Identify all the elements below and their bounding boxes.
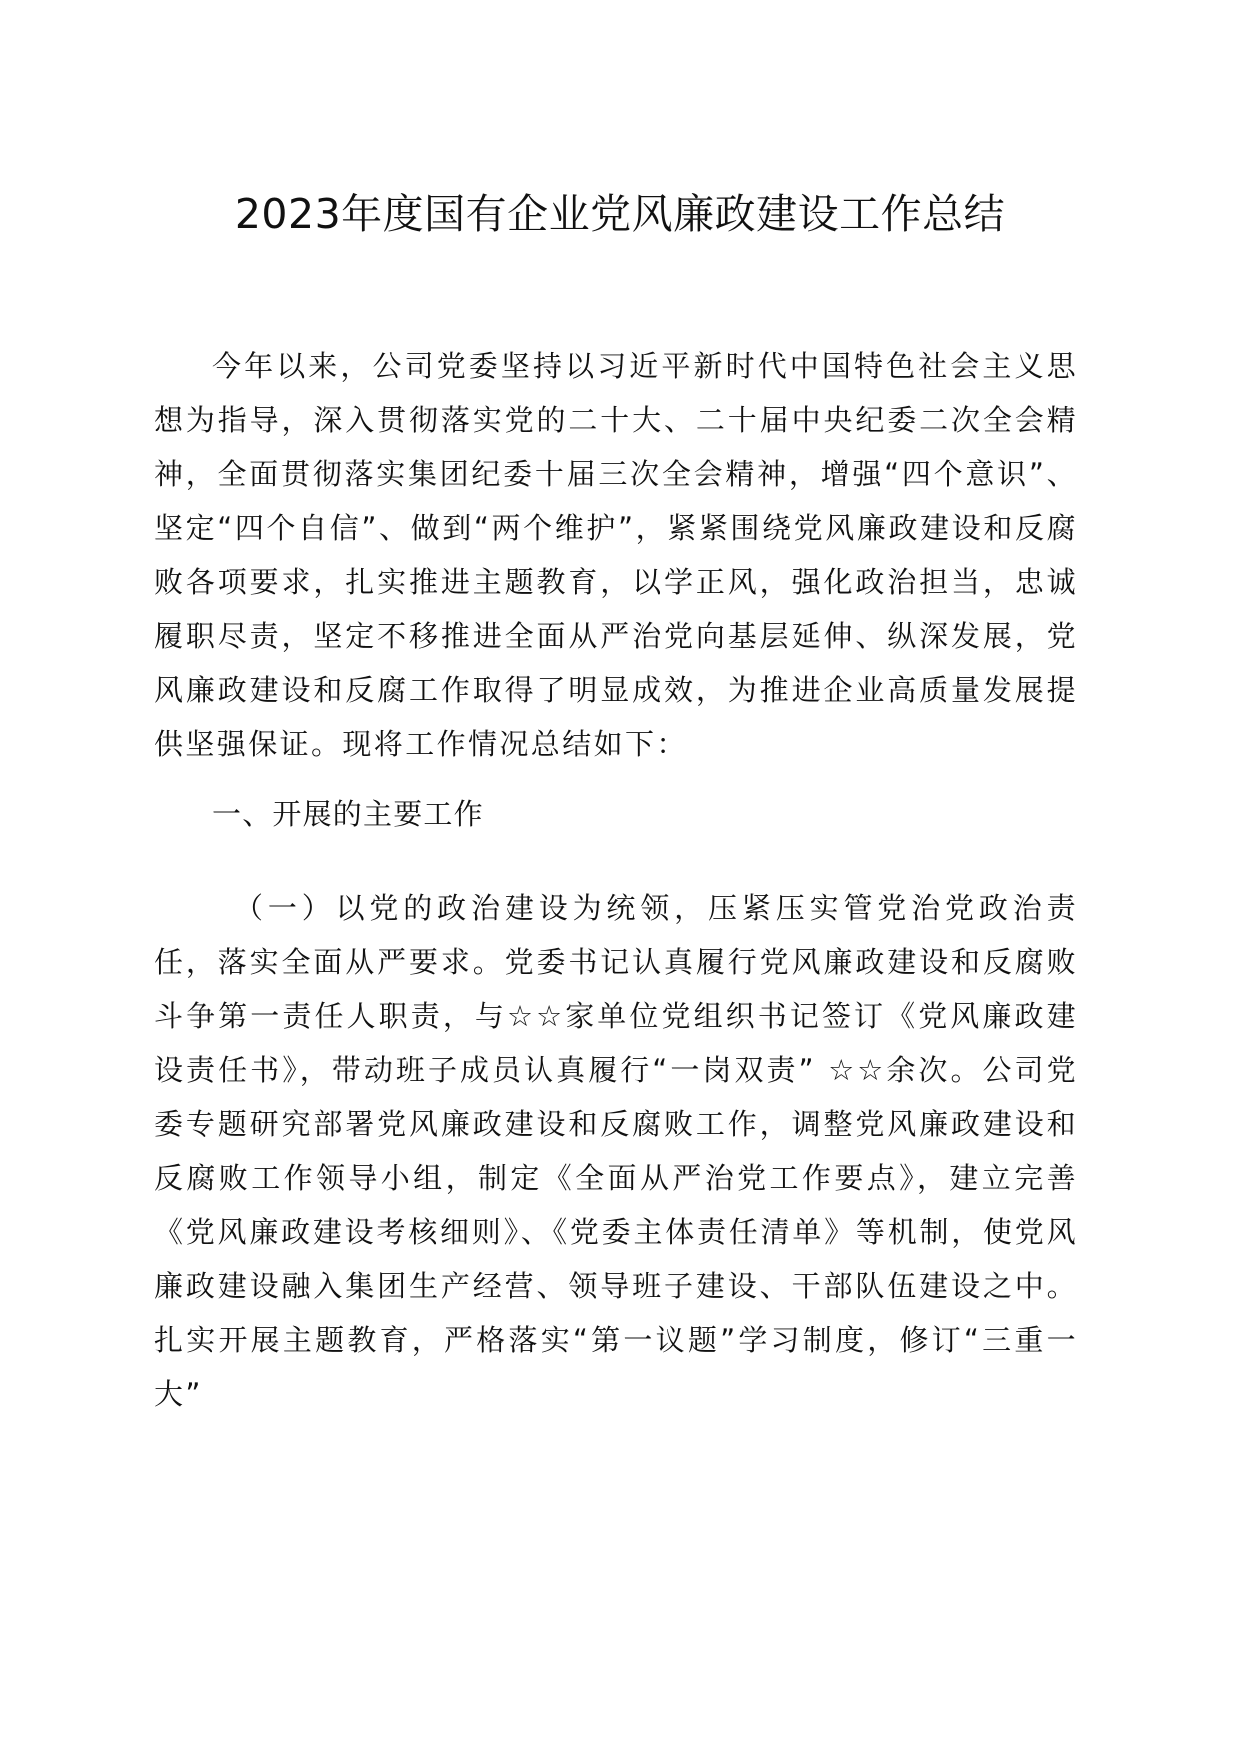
subsection-paragraph: （一）以党的政治建设为统领，压紧压实管党治党政治责任，落实全面从严要求。党委书记认真履行党风廉政建设和反腐败斗争第一责任人职责，与☆☆家单位党组织书记签订《党风廉政建设责任书》，带动班子成员认真履行“一岗双责” ☆☆余次。公司党委专题研究部署党风廉政建设和反腐败工作，调整党风廉政建设和反腐败工作领导小组，制定《全面从严治党工作要点》，建立完善《党风廉政建设考核细则》、《党委主体责任清单》等机制，使党风廉政建设融入集团生产经营、领导班子建设、干部队伍建设之中。扎实开展主题教育，严格落实“第一议题”学习制度，修订“三重一大” (154, 891, 1078, 1411)
document-title: 2023年度国有企业党风廉政建设工作总结 (234, 190, 1006, 238)
section-heading: 一、开展的主要工作 (212, 797, 484, 831)
intro-paragraph: 今年以来，公司党委坚持以习近平新时代中国特色社会主义思想为指导，深入贯彻落实党的二十大、二十届中央纪委二次全会精神，全面贯彻落实集团纪委十届三次全会精神，增强“四个意识”、坚定“四个自信”、做到“两个维护”，紧紧围绕党风廉政建设和反腐败各项要求，扎实推进主题教育，以学正风，强化政治担当，忠诚履职尽责，坚定不移推进全面从严治党向基层延伸、纵深发展，党风廉政建设和反腐工作取得了明显成效，为推进企业高质量发展提供坚强保证。现将工作情况总结如下： (154, 349, 1078, 761)
